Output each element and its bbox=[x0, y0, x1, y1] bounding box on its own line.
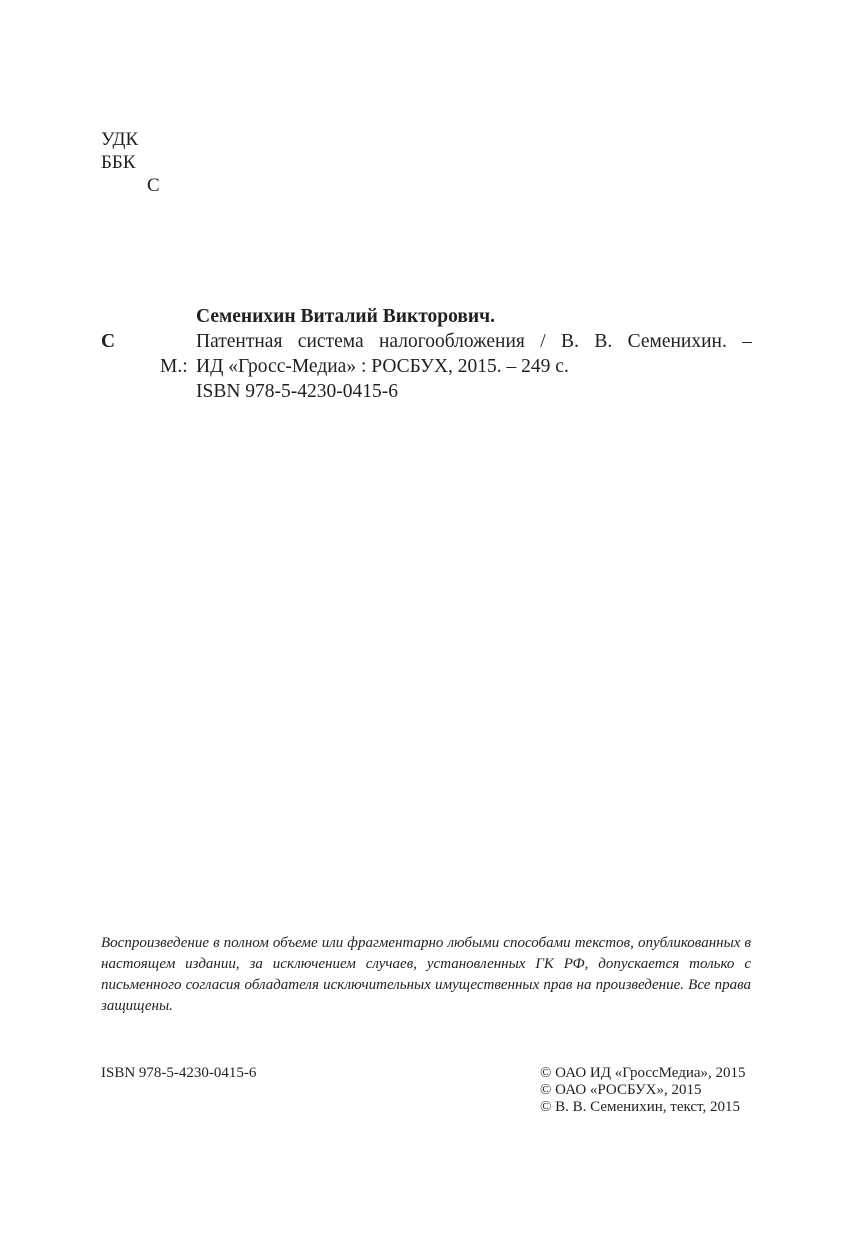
footer-isbn: ISBN 978-5-4230-0415-6 bbox=[101, 1065, 257, 1081]
entry-side-mark: С bbox=[101, 331, 116, 352]
entry-isbn: ISBN 978-5-4230-0415-6 bbox=[196, 381, 399, 402]
copyright-line: © ОАО ИД «ГроссМедиа», 2015 bbox=[540, 1065, 746, 1081]
copyright-line: © В. В. Семенихин, текст, 2015 bbox=[540, 1099, 740, 1115]
entry-publisher-line: ИД «Гросс-Медиа» : РОСБУХ, 2015. – 249 с. bbox=[196, 356, 569, 377]
author-mark: С bbox=[147, 175, 160, 196]
copyright-notice: Воспроизведение в полном объеме или фрагментарно любыми способами текстов, опубликованных в настоящем издании, за исключением случаев, установленных ГК РФ, допускается только с письменного согласия обладателя исключительных имущественных прав на произведение. Все права защищены. bbox=[101, 935, 751, 1014]
udk-label: УДК bbox=[101, 129, 139, 150]
entry-title-line: Патентная система налогообложения / В. В. Семенихин. – bbox=[196, 331, 752, 352]
copyright-line: © ОАО «РОСБУХ», 2015 bbox=[540, 1082, 702, 1098]
bbk-label: ББК bbox=[101, 152, 136, 173]
entry-author: Семенихин Виталий Викторович. bbox=[196, 306, 496, 327]
entry-place: М.: bbox=[160, 356, 188, 377]
